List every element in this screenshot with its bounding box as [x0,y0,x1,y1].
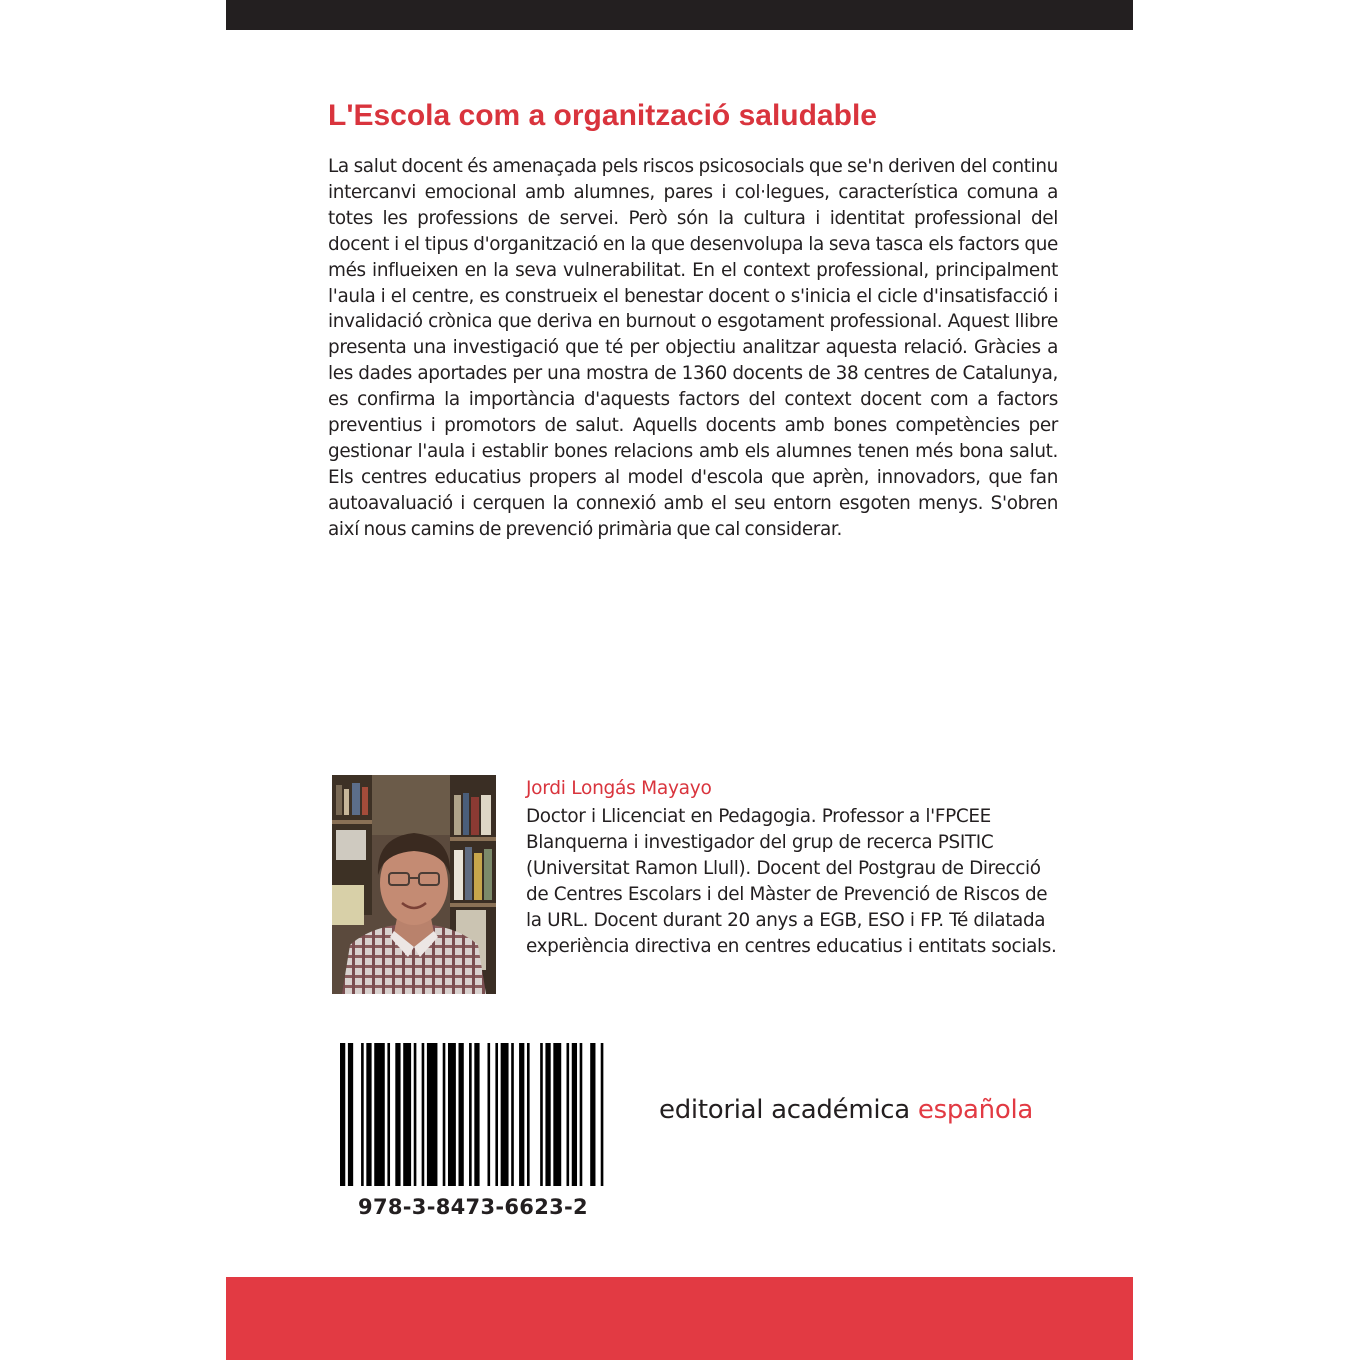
barcode-bar [590,1043,595,1186]
isbn-number: 978-3-8473-6623-2 [358,1195,588,1219]
barcode-bar [540,1043,543,1186]
author-name: Jordi Longás Mayayo [526,778,712,799]
top-bar [226,0,1133,30]
barcode-bar [395,1043,400,1186]
barcode-bar [545,1043,550,1186]
author-photo [332,775,496,994]
barcode-bar [340,1043,345,1186]
barcode-bar [567,1043,570,1186]
book-back-cover [226,0,1133,1360]
barcode-bar [580,1043,583,1186]
publisher-logo [659,1095,1033,1125]
barcode-bar [387,1043,390,1186]
barcode-bar [374,1043,385,1186]
barcode-bar [403,1043,411,1186]
book-description: La salut docent és amenaçada pels riscos psicosocials que se'n deriven del continu intercanvi emocional amb alumnes, pares i col·legues, característica comuna a totes les professions de servei. Però són la cultura i identitat professional del docent i el tipus d'organització en la que desenvolupa la seva tasca els factors que més influeixen en la seva vulnerabilitat. En el context professional, principalment l'aula i el centre, es construeix el benestar docent o s'inicia el cicle d'insatisfacció i invalidació crònica que deriva en burnout o esgotament professional. Aquest llibre presenta una investigació que té per objectiu analitzar aquesta relació. Gràcies a les dades aportades per una mostra de 1360 docents de 38 centres de Catalunya, es confirma la importància d'aquests factors del context docent com a factors preventius i promotors de salut. Aquells docents amb bones competències per gestionar l'aula i establir bones relacions amb els alumnes tenen més bona salut. Els centres educatius propers al model d'escola que aprèn, innovadors, que fan autoavaluació i cerquen la connexió amb el seu entorn esgoten menys. S'obren així nous camins de prevenció primària que cal considerar. [328,156,1058,540]
barcode-bar [487,1043,490,1186]
barcode-bar [443,1043,446,1186]
barcode-bar [427,1043,438,1186]
barcode-bar [469,1043,472,1186]
book-title: L'Escola com a organització saludable [328,99,877,132]
barcode-bar [572,1043,577,1186]
author-bio: Doctor i Llicenciat en Pedagogia. Professor a l'FPCEE Blanquerna i investigador del grup de recerca PSITIC (Universitat Ramon Llull). Docent del Postgrau de Direcció de Centres Escolars i del Màster de Prevenció de Riscos de la URL. Docent durant 20 anys a EGB, ESO i FP. Té dilatada experiència directiva en centres educatius i entitats socials. [526,806,1057,957]
publisher-name-accent: española [917,1095,1033,1125]
barcode [340,1043,606,1186]
barcode-bar [448,1043,456,1186]
barcode-bar [414,1043,417,1186]
barcode-bar [511,1043,514,1186]
barcode-bar [361,1043,364,1186]
barcode-bar [527,1043,530,1186]
barcode-bar [501,1043,509,1186]
barcode-bar [366,1043,371,1186]
barcode-bar [459,1043,464,1186]
barcode-bar [601,1043,604,1186]
bottom-bar [226,1277,1133,1360]
barcode-bar [422,1043,425,1186]
publisher-name-main: editorial académica [659,1095,918,1125]
barcode-bar [348,1043,353,1186]
barcode-bar [519,1043,524,1186]
barcode-bar [553,1043,561,1186]
barcode-bar [474,1043,479,1186]
barcode-bar [495,1043,498,1186]
